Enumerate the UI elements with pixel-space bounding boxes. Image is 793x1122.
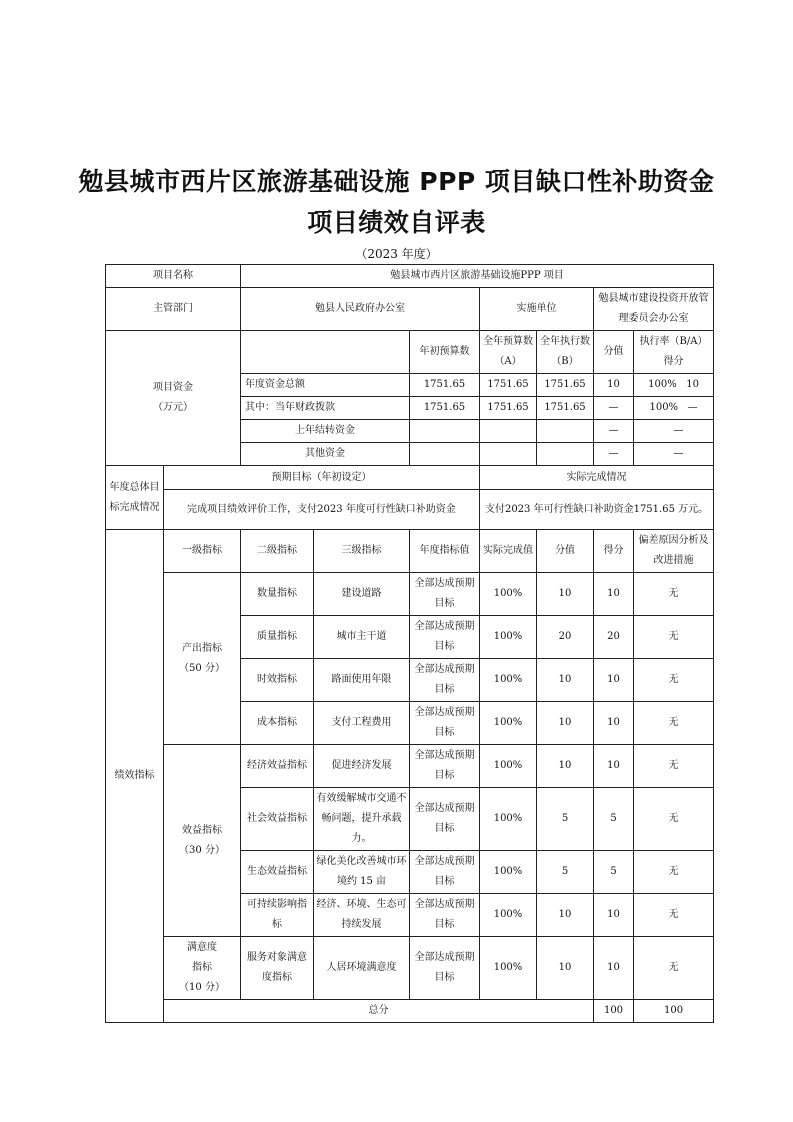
funds-header-blank [241, 331, 410, 374]
ind-target: 全部达成预期目标 [410, 659, 480, 702]
document-title-line2: 项目绩效自评表 [307, 208, 486, 237]
indicator-group-satisfaction [164, 937, 241, 1000]
group-points: （30 分） [179, 844, 225, 856]
group-name: 效益指标 [182, 824, 222, 836]
ind-header-level2: 二级指标 [241, 530, 314, 573]
ind-level2: 时效指标 [241, 659, 314, 702]
ind-deviation: 无 [634, 616, 714, 659]
ind-score: 10 [537, 745, 594, 788]
ind-level3: 路面使用年限 [314, 659, 410, 702]
ind-points: 20 [594, 616, 634, 659]
fund-row-score: 10 [594, 374, 634, 397]
ind-level2: 服务对象满意度指标 [241, 937, 314, 1000]
ind-points: 5 [594, 788, 634, 851]
indicator-group-benefit [164, 745, 241, 937]
fund-row-rate-points [634, 397, 714, 420]
ind-score: 10 [537, 702, 594, 745]
ind-header-target: 年度指标值 [410, 530, 480, 573]
ind-points: 10 [594, 745, 634, 788]
dept-label: 主管部门 [106, 288, 241, 331]
fund-row-points: — [673, 425, 684, 436]
ind-actual: 100% [480, 851, 537, 894]
ind-points: 5 [594, 851, 634, 894]
fund-row-score: — [594, 443, 634, 466]
ind-deviation: 无 [634, 937, 714, 1000]
ind-actual: 100% [480, 788, 537, 851]
ind-deviation: 无 [634, 745, 714, 788]
ind-header-score: 分值 [537, 530, 594, 573]
ind-header-level1: 一级指标 [164, 530, 241, 573]
funds-header-exec: 全年执行数（B） [537, 331, 594, 374]
funds-header-rate: 执行率（B/A） [639, 336, 708, 347]
goals-actual-header: 实际完成情况 [480, 466, 714, 490]
ind-target: 全部达成预期目标 [410, 894, 480, 937]
ind-target: 全部达成预期目标 [410, 702, 480, 745]
ind-actual: 100% [480, 616, 537, 659]
fund-row-exec [537, 443, 594, 466]
ind-level2: 成本指标 [241, 702, 314, 745]
ind-actual: 100% [480, 937, 537, 1000]
ind-level3: 人居环境满意度 [314, 937, 410, 1000]
fund-row-annual [480, 420, 537, 443]
ind-points: 10 [594, 659, 634, 702]
fund-row-annual: 1751.65 [480, 397, 537, 420]
ind-level3: 建设道路 [314, 573, 410, 616]
funds-header-annual: 全年预算数（A） [480, 331, 537, 374]
fund-row-name: 其中：当年财政拨款 [241, 397, 410, 420]
fund-row-score: — [594, 420, 634, 443]
fund-row-annual [480, 443, 537, 466]
ind-header-deviation: 偏差原因分析及改进措施 [634, 530, 714, 573]
performance-table [105, 264, 714, 1023]
ind-level3: 促进经济发展 [314, 745, 410, 788]
fund-row-rate-points [634, 420, 714, 443]
fund-row-score: — [594, 397, 634, 420]
dept-value: 勉县人民政府办公室 [241, 288, 480, 331]
ind-target: 全部达成预期目标 [410, 851, 480, 894]
fund-row-initial: 1751.65 [410, 374, 480, 397]
ind-points: 10 [594, 702, 634, 745]
ind-score: 10 [537, 573, 594, 616]
ind-target: 全部达成预期目标 [410, 616, 480, 659]
funds-header-rate-points [634, 331, 714, 374]
project-name: 勉县城市西片区旅游基础设施PPP 项目 [241, 265, 714, 288]
ind-level2: 生态效益指标 [241, 851, 314, 894]
ind-actual: 100% [480, 702, 537, 745]
year-label: （2023 年度） [355, 247, 438, 261]
total-label: 总分 [164, 1000, 594, 1023]
funds-label-line2: （万元） [153, 402, 193, 413]
fund-row-initial: 1751.65 [410, 397, 480, 420]
ind-actual: 100% [480, 573, 537, 616]
fund-row-exec [537, 420, 594, 443]
ind-points: 10 [594, 937, 634, 1000]
ind-score: 20 [537, 616, 594, 659]
ind-level2: 可持续影响指标 [241, 894, 314, 937]
ind-header-actual: 实际完成值 [480, 530, 537, 573]
funds-header-initial: 年初预算数 [410, 331, 480, 374]
ind-level3: 支付工程费用 [314, 702, 410, 745]
ind-target: 全部达成预期目标 [410, 788, 480, 851]
group-name: 满意度 [187, 942, 217, 953]
goals-label: 年度总体目标完成情况 [106, 466, 164, 530]
ind-target: 全部达成预期目标 [410, 573, 480, 616]
group-name-2: 指标 [192, 962, 212, 973]
ind-deviation: 无 [634, 851, 714, 894]
fund-row-rate-points [634, 374, 714, 397]
fund-row-points: — [673, 448, 684, 459]
fund-row-name: 其他资金 [241, 443, 410, 466]
ind-points: 10 [594, 573, 634, 616]
ind-deviation: 无 [634, 573, 714, 616]
fund-row-points: — [687, 402, 698, 413]
ind-level3: 经济、环境、生态可持续发展 [314, 894, 410, 937]
fund-row-name: 上年结转资金 [241, 420, 410, 443]
fund-row-name: 年度资金总额 [241, 374, 410, 397]
indicator-group-output [164, 573, 241, 745]
ind-level2: 质量指标 [241, 616, 314, 659]
ind-score: 10 [537, 894, 594, 937]
fund-row-exec: 1751.65 [537, 397, 594, 420]
ind-header-level3: 三级指标 [314, 530, 410, 573]
group-points: （10 分） [179, 982, 225, 993]
impl-value: 勉县城市建设投资开放管理委员会办公室 [594, 288, 714, 331]
group-name: 产出指标 [182, 642, 222, 654]
ind-level3: 有效缓解城市交通不畅问题，提升承载力。 [314, 788, 410, 851]
goals-expected-header: 预期目标（年初设定） [164, 466, 480, 490]
ind-score: 5 [537, 788, 594, 851]
funds-header-score: 分值 [594, 331, 634, 374]
fund-row-annual: 1751.65 [480, 374, 537, 397]
ind-actual: 100% [480, 894, 537, 937]
ind-score: 5 [537, 851, 594, 894]
fund-row-initial [410, 443, 480, 466]
ind-actual: 100% [480, 659, 537, 702]
project-name-label: 项目名称 [106, 265, 241, 288]
goals-expected: 完成项目绩效评价工作，支付2023 年度可行性缺口补助资金 [164, 490, 480, 530]
ind-points: 10 [594, 894, 634, 937]
ind-level2: 经济效益指标 [241, 745, 314, 788]
impl-label: 实施单位 [480, 288, 594, 331]
ind-target: 全部达成预期目标 [410, 745, 480, 788]
fund-row-points: 10 [686, 379, 699, 390]
fund-row-exec: 1751.65 [537, 374, 594, 397]
fund-row-rate-points [634, 443, 714, 466]
ind-level3: 城市主干道 [314, 616, 410, 659]
goals-actual: 支付2023 年可行性缺口补助资金1751.65 万元。 [480, 490, 714, 530]
ind-score: 10 [537, 937, 594, 1000]
fund-row-rate: 100% [649, 402, 679, 413]
document-title-line1: 勉县城市西片区旅游基础设施 PPP 项目缺口性补助资金 [78, 167, 715, 196]
ind-level2: 社会效益指标 [241, 788, 314, 851]
ind-target: 全部达成预期目标 [410, 937, 480, 1000]
ind-deviation: 无 [634, 702, 714, 745]
ind-level3: 绿化美化改善城市环境约 15 亩 [314, 851, 410, 894]
funds-label [106, 331, 241, 466]
ind-header-points: 得分 [594, 530, 634, 573]
funds-header-points: 得分 [663, 356, 684, 367]
total-score: 100 [594, 1000, 634, 1023]
ind-deviation: 无 [634, 788, 714, 851]
ind-level2: 数量指标 [241, 573, 314, 616]
funds-label-line1: 项目资金 [153, 382, 193, 393]
fund-row-initial [410, 420, 480, 443]
total-points: 100 [634, 1000, 714, 1023]
ind-score: 10 [537, 659, 594, 702]
group-points: （50 分） [179, 662, 225, 674]
ind-actual: 100% [480, 745, 537, 788]
indicators-section-label: 绩效指标 [106, 530, 164, 1023]
ind-deviation: 无 [634, 659, 714, 702]
ind-deviation: 无 [634, 894, 714, 937]
fund-row-rate: 100% [648, 379, 677, 390]
